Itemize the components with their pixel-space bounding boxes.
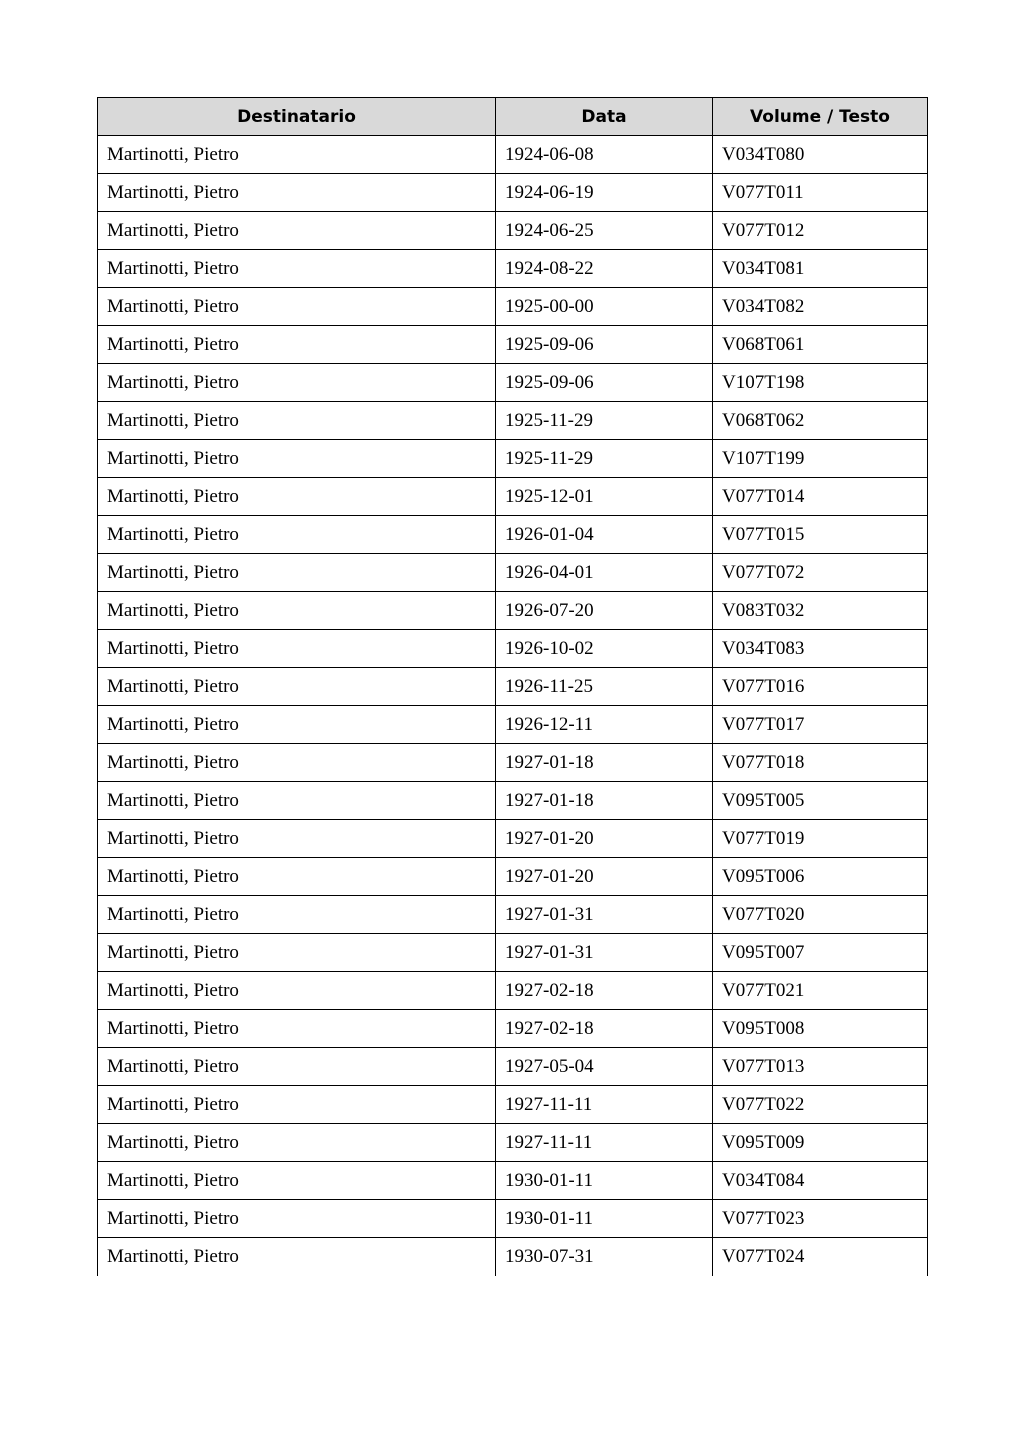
cell-destinatario: Martinotti, Pietro: [98, 554, 496, 592]
table-row: [98, 440, 928, 478]
cell-data: 1927-05-04: [496, 1048, 713, 1086]
cell-volume-testo: V083T032: [713, 592, 928, 630]
cell-destinatario: Martinotti, Pietro: [98, 250, 496, 288]
table-row: [98, 896, 928, 934]
cell-volume-testo: V095T007: [713, 934, 928, 972]
header-destinatario: Destinatario: [98, 98, 496, 136]
table-row: [98, 782, 928, 820]
cell-volume-testo: V077T019: [713, 820, 928, 858]
table-row: [98, 1048, 928, 1086]
table-row: [98, 1238, 928, 1276]
cell-volume-testo: V077T072: [713, 554, 928, 592]
table-row: [98, 972, 928, 1010]
cell-destinatario: Martinotti, Pietro: [98, 478, 496, 516]
cell-destinatario: Martinotti, Pietro: [98, 288, 496, 326]
cell-destinatario: Martinotti, Pietro: [98, 592, 496, 630]
cell-destinatario: Martinotti, Pietro: [98, 820, 496, 858]
cell-destinatario: Martinotti, Pietro: [98, 744, 496, 782]
cell-data: 1930-07-31: [496, 1238, 713, 1276]
table-row: [98, 478, 928, 516]
table-row: [98, 668, 928, 706]
table-row: [98, 934, 928, 972]
cell-data: 1925-09-06: [496, 326, 713, 364]
cell-destinatario: Martinotti, Pietro: [98, 1010, 496, 1048]
cell-data: 1926-11-25: [496, 668, 713, 706]
cell-volume-testo: V077T022: [713, 1086, 928, 1124]
cell-data: 1924-08-22: [496, 250, 713, 288]
cell-data: 1927-01-31: [496, 934, 713, 972]
cell-volume-testo: V077T017: [713, 706, 928, 744]
table-row: [98, 820, 928, 858]
cell-destinatario: Martinotti, Pietro: [98, 1048, 496, 1086]
cell-data: 1926-04-01: [496, 554, 713, 592]
cell-volume-testo: V034T081: [713, 250, 928, 288]
cell-destinatario: Martinotti, Pietro: [98, 1162, 496, 1200]
cell-data: 1927-01-31: [496, 896, 713, 934]
cell-data: 1927-11-11: [496, 1086, 713, 1124]
cell-volume-testo: V034T084: [713, 1162, 928, 1200]
cell-volume-testo: V077T023: [713, 1200, 928, 1238]
cell-volume-testo: V095T005: [713, 782, 928, 820]
cell-destinatario: Martinotti, Pietro: [98, 402, 496, 440]
cell-volume-testo: V034T083: [713, 630, 928, 668]
cell-data: 1925-09-06: [496, 364, 713, 402]
table-row: [98, 174, 928, 212]
cell-data: 1927-01-18: [496, 744, 713, 782]
cell-data: 1926-01-04: [496, 516, 713, 554]
cell-data: 1927-01-18: [496, 782, 713, 820]
cell-volume-testo: V077T018: [713, 744, 928, 782]
cell-data: 1925-12-01: [496, 478, 713, 516]
table-body: [98, 136, 928, 1276]
cell-data: 1926-07-20: [496, 592, 713, 630]
cell-volume-testo: V107T198: [713, 364, 928, 402]
cell-volume-testo: V034T080: [713, 136, 928, 174]
cell-destinatario: Martinotti, Pietro: [98, 706, 496, 744]
table-header: [98, 98, 928, 136]
table-row: [98, 1200, 928, 1238]
header-data: Data: [496, 98, 713, 136]
cell-volume-testo: V034T082: [713, 288, 928, 326]
cell-volume-testo: V107T199: [713, 440, 928, 478]
cell-volume-testo: V077T015: [713, 516, 928, 554]
table-row: [98, 744, 928, 782]
cell-data: 1927-02-18: [496, 972, 713, 1010]
cell-destinatario: Martinotti, Pietro: [98, 364, 496, 402]
cell-volume-testo: V068T061: [713, 326, 928, 364]
cell-destinatario: Martinotti, Pietro: [98, 630, 496, 668]
cell-destinatario: Martinotti, Pietro: [98, 1124, 496, 1162]
table-row: [98, 1010, 928, 1048]
cell-volume-testo: V077T024: [713, 1238, 928, 1276]
table-row: [98, 1124, 928, 1162]
table-row: [98, 516, 928, 554]
cell-data: 1925-00-00: [496, 288, 713, 326]
cell-data: 1924-06-25: [496, 212, 713, 250]
cell-volume-testo: V095T008: [713, 1010, 928, 1048]
cell-destinatario: Martinotti, Pietro: [98, 516, 496, 554]
cell-volume-testo: V077T012: [713, 212, 928, 250]
table-row: [98, 250, 928, 288]
table-row: [98, 630, 928, 668]
cell-destinatario: Martinotti, Pietro: [98, 174, 496, 212]
cell-destinatario: Martinotti, Pietro: [98, 934, 496, 972]
table-row: [98, 554, 928, 592]
cell-data: 1926-12-11: [496, 706, 713, 744]
table-row: [98, 1086, 928, 1124]
cell-volume-testo: V077T016: [713, 668, 928, 706]
table-row: [98, 402, 928, 440]
cell-data: 1927-01-20: [496, 820, 713, 858]
table-row: [98, 136, 928, 174]
table-row: [98, 1162, 928, 1200]
cell-data: 1930-01-11: [496, 1162, 713, 1200]
cell-destinatario: Martinotti, Pietro: [98, 136, 496, 174]
cell-destinatario: Martinotti, Pietro: [98, 972, 496, 1010]
table-row: [98, 326, 928, 364]
cell-data: 1924-06-19: [496, 174, 713, 212]
cell-volume-testo: V095T006: [713, 858, 928, 896]
cell-volume-testo: V077T014: [713, 478, 928, 516]
cell-destinatario: Martinotti, Pietro: [98, 326, 496, 364]
cell-data: 1925-11-29: [496, 440, 713, 478]
cell-data: 1927-02-18: [496, 1010, 713, 1048]
header-volume-testo: Volume / Testo: [713, 98, 928, 136]
cell-volume-testo: V068T062: [713, 402, 928, 440]
cell-data: 1927-01-20: [496, 858, 713, 896]
letters-table: [97, 97, 928, 1276]
cell-volume-testo: V077T011: [713, 174, 928, 212]
cell-data: 1930-01-11: [496, 1200, 713, 1238]
cell-destinatario: Martinotti, Pietro: [98, 440, 496, 478]
cell-volume-testo: V095T009: [713, 1124, 928, 1162]
table-row: [98, 858, 928, 896]
cell-volume-testo: V077T021: [713, 972, 928, 1010]
cell-destinatario: Martinotti, Pietro: [98, 1200, 496, 1238]
cell-destinatario: Martinotti, Pietro: [98, 782, 496, 820]
cell-data: 1926-10-02: [496, 630, 713, 668]
cell-destinatario: Martinotti, Pietro: [98, 858, 496, 896]
cell-destinatario: Martinotti, Pietro: [98, 1238, 496, 1276]
cell-destinatario: Martinotti, Pietro: [98, 212, 496, 250]
table-row: [98, 288, 928, 326]
cell-data: 1927-11-11: [496, 1124, 713, 1162]
cell-destinatario: Martinotti, Pietro: [98, 668, 496, 706]
cell-destinatario: Martinotti, Pietro: [98, 896, 496, 934]
cell-volume-testo: V077T020: [713, 896, 928, 934]
cell-data: 1924-06-08: [496, 136, 713, 174]
cell-volume-testo: V077T013: [713, 1048, 928, 1086]
cell-data: 1925-11-29: [496, 402, 713, 440]
table-row: [98, 212, 928, 250]
cell-destinatario: Martinotti, Pietro: [98, 1086, 496, 1124]
table-row: [98, 592, 928, 630]
table-row: [98, 364, 928, 402]
table-row: [98, 706, 928, 744]
header-row: [98, 98, 928, 136]
